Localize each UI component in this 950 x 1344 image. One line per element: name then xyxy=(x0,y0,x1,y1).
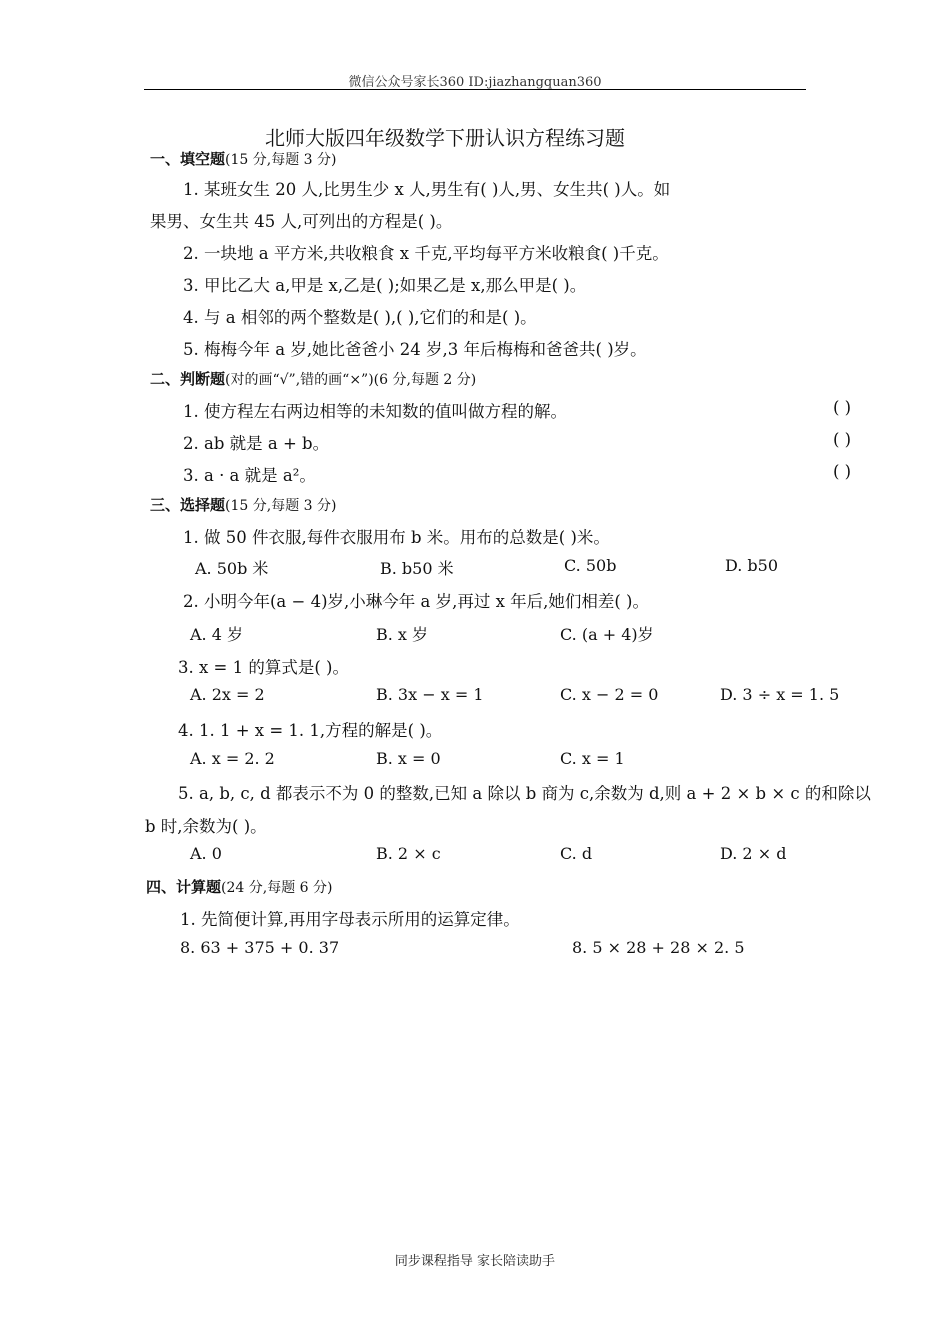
s3-q2-opt-b: B. x 岁 xyxy=(376,625,429,644)
s1-q5: 5. 梅梅今年 a 岁,她比爸爸小 24 岁,3 年后梅梅和爸爸共( )岁。 xyxy=(183,340,647,359)
section4-heading-label: 四、计算题 xyxy=(146,878,222,896)
s1-q4: 4. 与 a 相邻的两个整数是( ),( ),它们的和是( )。 xyxy=(183,308,537,327)
s2-item-2-answer: ( ) xyxy=(833,430,852,449)
s3-q4: 4. 1. 1 + x = 1. 1,方程的解是( )。 xyxy=(178,721,443,740)
s3-q2: 2. 小明今年(a − 4)岁,小琳今年 a 岁,再过 x 年后,她们相差( )。 xyxy=(183,592,649,611)
page-footer: 同步课程指导 家长陪读助手 xyxy=(394,1254,556,1269)
header-rule xyxy=(144,89,806,90)
section1-note: (15 分,每题 3 分) xyxy=(225,152,337,168)
section2-heading xyxy=(150,368,476,389)
s3-q5-line1: 5. a, b, c, d 都表示不为 0 的整数,已知 a 除以 b 商为 c,余数为 d,则 a + 2 × b × c 的和除以 xyxy=(178,784,871,803)
s2-item-1: 1. 使方程左右两边相等的未知数的值叫做方程的解。 xyxy=(183,402,567,421)
s3-q5-line2: b 时,余数为( )。 xyxy=(145,817,267,836)
s3-q5-opt-b: B. 2 × c xyxy=(376,844,441,863)
section3-heading xyxy=(150,494,336,515)
s4-q1: 1. 先简便计算,再用字母表示所用的运算定律。 xyxy=(180,910,520,929)
s3-q3: 3. x = 1 的算式是( )。 xyxy=(178,658,349,677)
s3-q2-opt-c: C. (a + 4)岁 xyxy=(560,625,654,644)
s1-q1-line2: 果男、女生共 45 人,可列出的方程是( )。 xyxy=(150,212,453,231)
section1-heading-label: 一、填空题 xyxy=(150,150,226,168)
s1-q2: 2. 一块地 a 平方米,共收粮食 x 千克,平均每平方米收粮食( )千克。 xyxy=(183,244,669,263)
document-title: 北师大版四年级数学下册认识方程练习题 xyxy=(265,126,625,150)
s3-q3-opt-b: B. 3x − x = 1 xyxy=(376,685,484,704)
s3-q5-opt-c: C. d xyxy=(560,844,593,863)
s1-q3: 3. 甲比乙大 a,甲是 x,乙是( );如果乙是 x,那么甲是( )。 xyxy=(183,276,587,295)
s3-q3-opt-a: A. 2x = 2 xyxy=(190,685,265,704)
s4-expr-1: 8. 63 + 375 + 0. 37 xyxy=(180,938,340,957)
s2-item-3: 3. a · a 就是 a²。 xyxy=(183,466,316,485)
s1-q1-line1: 1. 某班女生 20 人,比男生少 x 人,男生有( )人,男、女生共( )人。如 xyxy=(183,180,671,199)
s3-q2-opt-a: A. 4 岁 xyxy=(190,625,243,644)
s3-q1-opt-b: B. b50 米 xyxy=(380,559,454,578)
s3-q3-opt-c: C. x − 2 = 0 xyxy=(560,685,659,704)
s2-item-2: 2. ab 就是 a + b。 xyxy=(183,434,330,453)
s3-q4-opt-a: A. x = 2. 2 xyxy=(190,749,275,768)
s4-expr-2: 8. 5 × 28 + 28 × 2. 5 xyxy=(572,938,745,957)
s3-q3-opt-d: D. 3 ÷ x = 1. 5 xyxy=(720,685,840,704)
s3-q1-opt-a: A. 50b 米 xyxy=(195,559,269,578)
s3-q1-opt-d: D. b50 xyxy=(725,556,779,575)
section2-note: (对的画“√”,错的画“×”)(6 分,每题 2 分) xyxy=(225,372,477,388)
page-header: 微信公众号家长360 ID:jiazhangquan360 xyxy=(348,75,602,90)
s3-q4-opt-b: B. x = 0 xyxy=(376,749,441,768)
s2-item-3-answer: ( ) xyxy=(833,462,852,481)
section3-note: (15 分,每题 3 分) xyxy=(225,498,337,514)
s3-q1: 1. 做 50 件衣服,每件衣服用布 b 米。用布的总数是( )米。 xyxy=(183,528,610,547)
s3-q5-opt-a: A. 0 xyxy=(190,844,222,863)
section4-note: (24 分,每题 6 分) xyxy=(221,880,333,896)
s2-item-1-answer: ( ) xyxy=(833,398,852,417)
s3-q4-opt-c: C. x = 1 xyxy=(560,749,625,768)
section1-heading xyxy=(150,148,336,169)
section2-heading-label: 二、判断题 xyxy=(150,370,226,388)
section4-heading xyxy=(146,876,332,897)
section3-heading-label: 三、选择题 xyxy=(150,496,226,514)
s3-q1-opt-c: C. 50b xyxy=(564,556,617,575)
s3-q5-opt-d: D. 2 × d xyxy=(720,844,787,863)
